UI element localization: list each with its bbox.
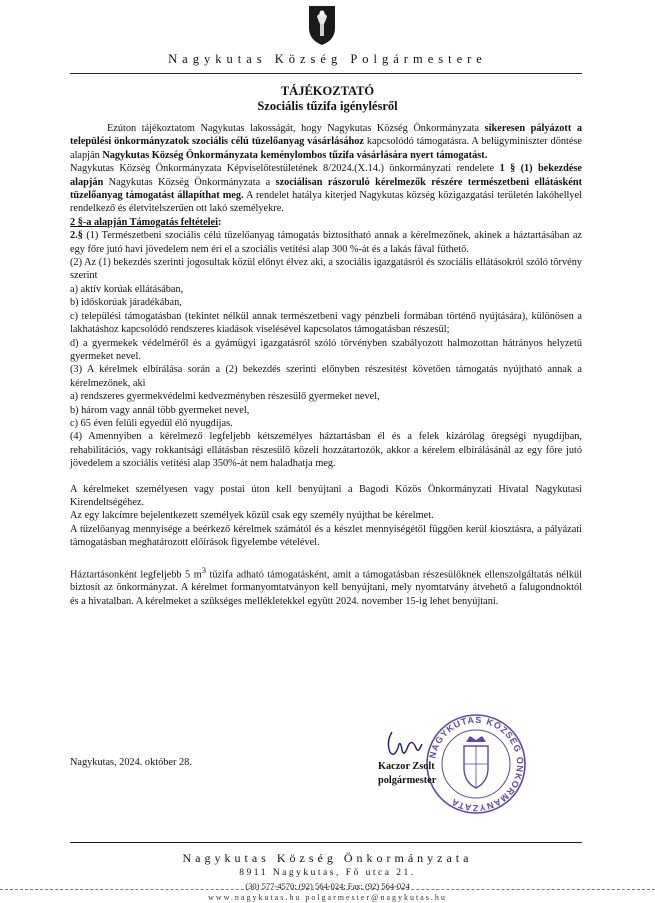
text-span: tűzifa adható támogatásként, amit a támogatásban részesülőknek ellenszolgáltatás nélkül biztosít az önkormányzat. A kérelmet formanyomtatványon kell benyújtani, mely nyomtatvány átvehető a falugondnoktól és a hivatalban. A kérelmeket a szükséges mellékletekkel együtt 2024. november 15-ig lehet benyújtani. [70, 569, 582, 607]
condition-1 [70, 229, 582, 256]
text-span: Háztartásonként legfeljebb 5 m [70, 569, 202, 581]
list-item: d) a gyermekek védelméről és a gyámügyi igazgatásról szóló törvényben szabályozott halmozottan hátrányos helyzetű gyermeket nevel. [70, 337, 582, 362]
footer-address: 8911 Nagykutas, Fő utca 21. [239, 868, 416, 878]
header-title: Nagykutas Község Polgármestere [168, 52, 487, 66]
title-line-1: TÁJÉKOZTATÓ [280, 84, 375, 98]
text-span: Ezúton tájékoztatom Nagykutas lakosságát, hogy Nagykutas Község Önkormányzata [107, 123, 485, 134]
list-item: a) rendszeres gyermekvédelmi kedvezményben részesülő gyermeket nevel, [70, 391, 380, 403]
section-heading-text: 2 §-a alapján Támogatás feltételei [70, 216, 218, 228]
signatory-name: Kaczor Zsolt [378, 761, 435, 772]
bold-text: szociálisan rászoruló kérelmezők részére természetbeni ellátásként tüzelőanyag támogatást állapíthat meg. [70, 176, 582, 202]
coat-of-arms-icon [307, 4, 337, 46]
header-divider [70, 73, 582, 74]
superscript: 3 [201, 564, 207, 575]
text-span: A rendelet hatálya kiterjed Nagykutas község közigazgatási területén lakóhellyel rendelkező és életvitelszerűen ott lakó személyekre. [70, 190, 582, 215]
signature-block [378, 760, 436, 788]
footer-name: Nagykutas Község Önkormányzata [182, 851, 473, 865]
document-date: Nagykutas, 2024. október 28. [70, 757, 192, 768]
spacer [70, 471, 582, 483]
text-span: (1) Természetbeni szociális célú tüzelőanyag támogatás biztosítható annak a kérelmezőnek, akinek a háztartásában az egy főre jutó havi jövedelem nem éri el a szociális vetítési alap 300 %-át és a lakás fával fűthető. [70, 230, 582, 255]
list-item: c) 65 éven felüli egyedül élő nyugdíjas. [70, 417, 233, 429]
submission-info: Az egy lakcímre bejelentkezett személyek közül csak egy személy nyújthat be kérelmet. [70, 510, 434, 522]
intro-paragraph [70, 122, 582, 162]
bold-text: Nagykutas Község Önkormányzata keménylombos tűzifa vásárlására nyert támogatást. [102, 149, 488, 161]
section-heading [70, 216, 582, 229]
submission-info: A kérelmeket személyesen vagy postai úton kell benyújtani a Bagodi Közös Önkormányzati Hivatal Nagykutasi Kirendeltségéhez. [70, 483, 582, 508]
document-title [0, 84, 655, 114]
spacer [70, 550, 582, 564]
heading-colon: : [217, 216, 222, 228]
footer-web: www.nagykutas.hu polgarmester@nagykutas.hu [208, 893, 447, 902]
condition-2: (2) Az (1) bekezdés szerinti jogosultak közül előnyt élvez aki, a szociális igazgatásról és szociális ellátásokról szóló törvény szerint [70, 257, 582, 282]
signatory-role: polgármester [378, 775, 437, 786]
section-number: 2.§ [70, 230, 83, 242]
list-item: b) időskorúak járadékában, [70, 297, 182, 309]
text-span: Nagykutas Község Önkormányzata Képviselőtestületének 8/2024.(X.14.) önkormányzati rendelete [70, 163, 500, 175]
quantity-paragraph [70, 564, 582, 609]
document-body [70, 122, 582, 608]
official-stamp-icon [424, 712, 528, 816]
condition-3: (3) A kérelmek elbírálása során a (2) bekezdés szerinti előnyben részesítést követően támogatás nyújtható annak a kérelmezőnek, aki [70, 364, 582, 389]
scan-artifact-line [0, 889, 655, 890]
bold-text: sikeresen pályázott a települési önkormányzatok szociális célú tüzelőanyag vásárlásához [70, 123, 582, 148]
text-span: Nagykutas Község Önkormányzata a [103, 176, 276, 188]
title-line-2: Szociális tűzifa igénylésről [257, 99, 398, 113]
list-item: c) települési támogatásban (tekintet nélkül annak természetbeni vagy pénzbeli formában történő nyújtására), különösen a lakhatáshoz kapcsolódó rendszeres kiadások viselésével kapcsolatos támogatásban részesül; [70, 310, 582, 336]
list-item: b) három vagy annál több gyermeket nevel, [70, 404, 250, 416]
submission-info: A tüzelőanyag mennyisége a beérkező kérelmek számától és a készlet mennyiségétől függően kerül kiosztásra, a pályázati támogatásban meghatározott előírások figyelembe vételével. [70, 523, 582, 549]
bold-text: 1 § (1) bekezdése alapján [70, 163, 582, 188]
list-item: a) aktív korúak ellátásában, [70, 283, 184, 295]
text-span: kapcsolódó támogatásra. A belügyminiszter döntése alapján [70, 136, 582, 161]
condition-4: (4) Amennyiben a kérelmező legfeljebb kétszemélyes háztartásban él és a felek kizárólag öregségi nyugdíjban, rehabilitációs, vagy rokkantsági ellátásban részesülő közeli hozzátartozók, akkor a kérelem elbírálásánál az egy főre jutó jövedelem a szociális vetítési alap 350%-át nem haladhatja meg. [70, 431, 582, 470]
footer-divider [70, 842, 582, 843]
regulation-paragraph [70, 162, 582, 216]
footer-phones: (30) 577-4570; (92) 564-024; Fax: (92) 564-024 [245, 881, 410, 891]
stamp-text: NAGYKUTAS KÖZSÉG ÖNKORMÁNYZATA [427, 714, 526, 814]
